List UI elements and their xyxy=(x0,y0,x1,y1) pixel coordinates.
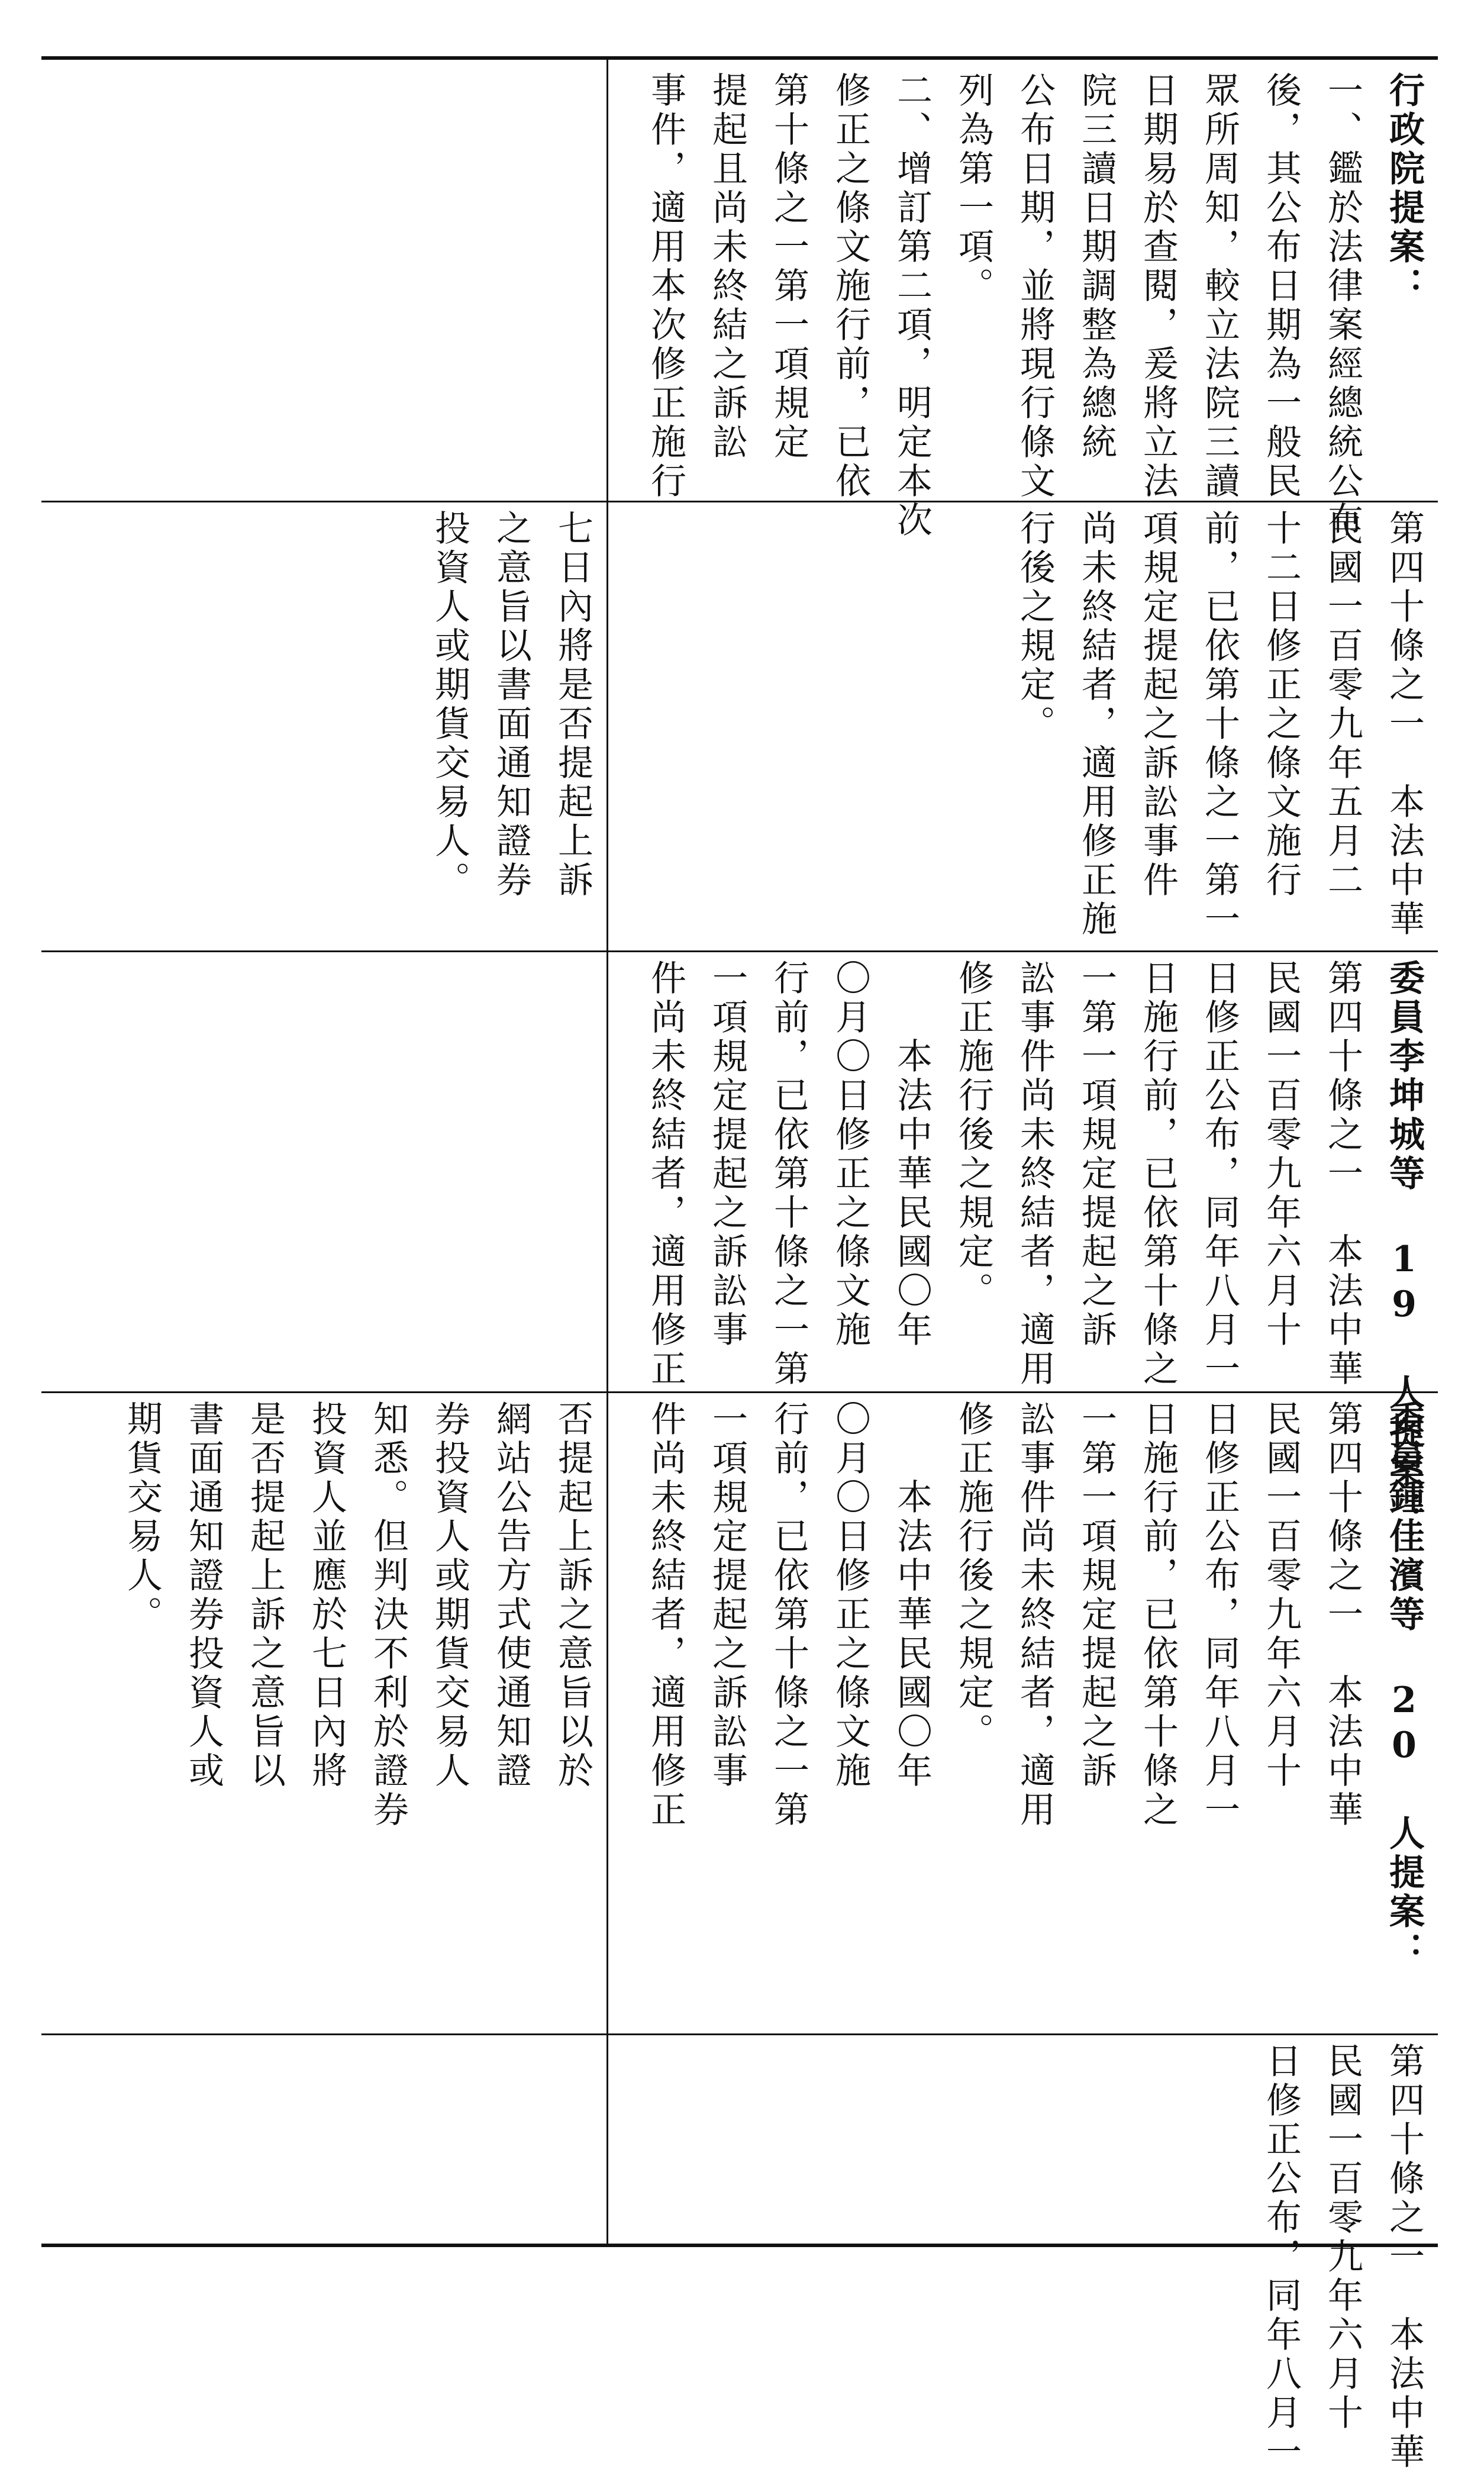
zhong-proposal-line: 第四十條之一 本法中華 xyxy=(1322,1400,1363,1830)
zhong-proposal-line: 一項規定提起之訴訟事 xyxy=(706,1400,748,1791)
zhong-proposal-line: 〇月〇日修正之條文施 xyxy=(830,1400,871,1791)
current-law-line: 之意旨以書面通知證券 xyxy=(491,510,532,900)
li-proposal-line: 〇月〇日修正之條文施 xyxy=(830,959,871,1350)
current-law-excerpt-line: 尚未終結者，適用修正施 xyxy=(1076,510,1117,939)
zhong-proposal-line: 日施行前，已依第十條之 xyxy=(1137,1400,1179,1830)
current-law-excerpt-cell xyxy=(618,510,1435,947)
li-proposal-line: 一項規定提起之訴訟事 xyxy=(706,959,748,1350)
li-proposal-line: 修正施行後之規定。 xyxy=(953,959,994,1311)
current-law-excerpt-line: 行後之規定。 xyxy=(1014,510,1056,744)
current-law-cell xyxy=(41,510,604,947)
committee-text-line: 第四十條之一 本法中華 xyxy=(1383,2042,1425,2472)
executive-proposal-line: 事件，適用本次修正施行 xyxy=(645,72,686,501)
comparison-table xyxy=(41,56,1438,2472)
li-proposal-line: 件尚未終結者，適用修正 xyxy=(645,959,686,1389)
zhong-proposal-line: 一第一項規定提起之訴 xyxy=(1076,1400,1117,1791)
zhong-top-line: 網站公告方式使通知證 xyxy=(491,1400,532,1791)
executive-proposal-line: 修正之條文施行前，已依 xyxy=(830,72,871,501)
zhong-proposal-line: 本法中華民國〇年 xyxy=(891,1400,933,1791)
executive-proposal-line: 日期易於查閱，爰將立法 xyxy=(1137,72,1179,501)
zhong-top-line: 否提起上訴之意旨以於 xyxy=(552,1400,593,1791)
executive-proposal-line: 眾所周知，較立法院三讀 xyxy=(1199,72,1240,501)
row-divider xyxy=(41,1391,1438,1393)
executive-proposal-line: 第十條之一第一項規定 xyxy=(768,72,809,462)
zhong-proposal-line: 委員鍾佳濱等 20 人提案： xyxy=(1383,1400,1425,1971)
current-law-line: 投資人或期貨交易人。 xyxy=(429,510,470,900)
li-proposal-line: 民國一百零九年六月十 xyxy=(1260,959,1302,1350)
zhong-top-cell xyxy=(41,1400,604,2031)
executive-proposal-line: 院三讀日期調整為總統 xyxy=(1076,72,1117,462)
zhong-top-line: 投資人並應於七日內將 xyxy=(306,1400,347,1791)
zhong-proposal-cell xyxy=(618,1400,1435,2031)
zhong-top-line: 券投資人或期貨交易人 xyxy=(429,1400,470,1791)
row-divider xyxy=(41,2033,1438,2035)
current-law-excerpt-line: 第四十條之一 本法中華 xyxy=(1383,510,1425,939)
committee-text-line: 日修正公布，同年八月一 xyxy=(1260,2042,1302,2472)
li-proposal-line: 日施行前，已依第十條之 xyxy=(1137,959,1179,1389)
li-proposal-line: 日修正公布，同年八月一 xyxy=(1199,959,1240,1389)
zhong-top-line: 期貨交易人。 xyxy=(121,1400,163,1635)
li-proposal-line: 一第一項規定提起之訴 xyxy=(1076,959,1117,1350)
executive-proposal-line: 一、鑑於法律案經總統公布 xyxy=(1322,72,1363,540)
executive-proposal-line: 公布日期，並將現行條文 xyxy=(1014,72,1056,501)
column-divider xyxy=(606,60,608,2244)
executive-proposal-line: 行政院提案： xyxy=(1383,72,1425,306)
zhong-top-line: 是否提起上訴之意旨以 xyxy=(244,1400,286,1791)
executive-proposal-line: 二、增訂第二項，明定本次 xyxy=(891,72,933,540)
current-law-excerpt-line: 民國一百零九年五月二 xyxy=(1322,510,1363,900)
li-proposal-line: 本法中華民國〇年 xyxy=(891,959,933,1350)
zhong-proposal-line: 日修正公布，同年八月一 xyxy=(1199,1400,1240,1830)
li-proposal-line: 訟事件尚未終結者，適用 xyxy=(1014,959,1056,1389)
li-proposal-line: 行前，已依第十條之一第 xyxy=(768,959,809,1389)
zhong-proposal-line: 訟事件尚未終結者，適用 xyxy=(1014,1400,1056,1830)
li-proposal-cell xyxy=(618,959,1435,1530)
li-proposal-line: 委員李坤城等 19 人提案： xyxy=(1383,959,1425,1530)
current-law-excerpt-line: 十二日修正之條文施行 xyxy=(1260,510,1302,900)
executive-proposal-cell xyxy=(618,72,1435,540)
li-proposal-line: 第四十條之一 本法中華 xyxy=(1322,959,1363,1389)
current-law-excerpt-line: 前，已依第十條之一第一 xyxy=(1199,510,1240,939)
row-divider xyxy=(41,950,1438,952)
zhong-top-line: 書面通知證券投資人或 xyxy=(183,1400,224,1791)
zhong-proposal-line: 民國一百零九年六月十 xyxy=(1260,1400,1302,1791)
executive-proposal-line: 後，其公布日期為一般民 xyxy=(1260,72,1302,501)
committee-text-cell xyxy=(618,2042,1435,2472)
executive-proposal-line: 列為第一項。 xyxy=(953,72,994,306)
zhong-top-line: 知悉。但判決不利於證券 xyxy=(367,1400,409,1830)
zhong-proposal-line: 件尚未終結者，適用修正 xyxy=(645,1400,686,1830)
zhong-proposal-line: 修正施行後之規定。 xyxy=(953,1400,994,1752)
current-law-excerpt-line: 項規定提起之訴訟事件 xyxy=(1137,510,1179,900)
current-law-line: 七日內將是否提起上訴 xyxy=(552,510,593,900)
committee-text-line: 民國一百零九年六月十 xyxy=(1322,2042,1363,2433)
zhong-proposal-line: 行前，已依第十條之一第 xyxy=(768,1400,809,1830)
executive-proposal-line: 提起且尚未終結之訴訟 xyxy=(706,72,748,462)
